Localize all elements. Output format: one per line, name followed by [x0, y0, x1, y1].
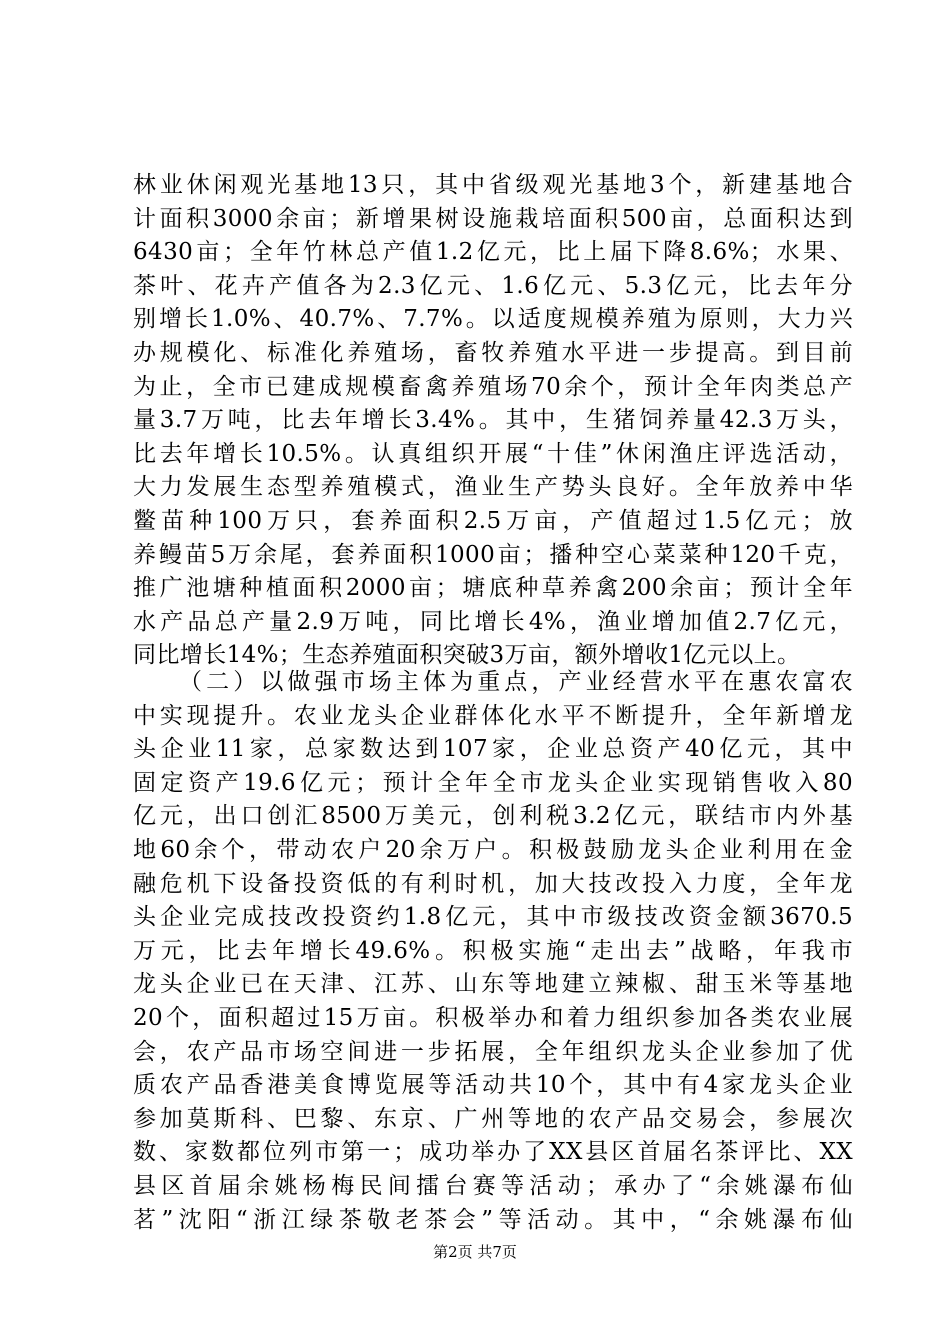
text-line: 县区首届余姚杨梅民间擂台赛等活动；承办了“余姚瀑布仙 — [133, 1172, 853, 1199]
text-line: 同比增长14%；生态养殖面积突破3万亩，额外增收1亿元以上。 — [133, 642, 801, 669]
text-line: 大力发展生态型养殖模式，渔业生产势头良好。全年放养中华 — [133, 474, 853, 501]
text-line: 万元，比去年增长49.6%。积极实施“走出去”战略，年我市 — [133, 937, 853, 964]
text-line: （二）以做强市场主体为重点，产业经营水平在惠农富农 — [179, 669, 853, 695]
text-line: 办规模化、标准化养殖场，畜牧养殖水平进一步提高。到目前 — [133, 339, 853, 366]
text-line: 地60余个，带动农户20余万户。积极鼓励龙头企业利用在金 — [133, 836, 853, 863]
text-line: 为止，全市已建成规模畜禽养殖场70余个，预计全年肉类总产 — [133, 373, 853, 400]
text-line: 质农产品香港美食博览展等活动共10个，其中有4家龙头企业 — [133, 1072, 853, 1099]
text-line: 计面积3000余亩；新增果树设施栽培面积500亩，总面积达到 — [133, 205, 853, 232]
text-line: 龙头企业已在天津、江苏、山东等地建立辣椒、甜玉米等基地 — [133, 971, 853, 998]
text-line: 养鳗苗5万余尾，套养面积1000亩；播种空心菜菜种120千克， — [133, 541, 853, 568]
text-line: 鳖苗种100万只，套养面积2.5万亩，产值超过1.5亿元；放 — [133, 507, 853, 534]
text-line: 中实现提升。农业龙头企业群体化水平不断提升，全年新增龙 — [133, 702, 853, 729]
text-line: 参加莫斯科、巴黎、东京、广州等地的农产品交易会，参展次 — [133, 1105, 853, 1132]
text-line: 亿元，出口创汇8500万美元，创利税3.2亿元，联结市内外基 — [133, 803, 853, 830]
text-line: 6430亩；全年竹林总产值1.2亿元，比上届下降8.6%；水果、 — [133, 239, 853, 266]
text-line: 数、家数都位列市第一；成功举办了XX县区首届名茶评比、XX — [133, 1139, 853, 1166]
text-line: 推广池塘种植面积2000亩；塘底种草养禽200余亩；预计全年 — [133, 575, 853, 602]
text-line: 茗”沈阳“浙江绿茶敬老茶会”等活动。其中，“余姚瀑布仙 — [133, 1206, 853, 1233]
text-line: 头企业完成技改投资约1.8亿元，其中市级技改资金额3670.5 — [133, 904, 853, 931]
text-line: 林业休闲观光基地13只，其中省级观光基地3个，新建基地合 — [133, 172, 853, 198]
text-line: 会，农产品市场空间进一步拓展，全年组织龙头企业参加了优 — [133, 1038, 853, 1065]
text-line: 比去年增长10.5%。认真组织开展“十佳”休闲渔庄评选活动， — [133, 440, 853, 467]
text-line: 茶叶、花卉产值各为2.3亿元、1.6亿元、5.3亿元，比去年分 — [133, 272, 853, 299]
text-line: 水产品总产量2.9万吨，同比增长4%，渔业增加值2.7亿元， — [133, 608, 853, 635]
page-footer: 第2页 共7页 — [433, 1243, 517, 1261]
text-line: 固定资产19.6亿元；预计全年全市龙头企业实现销售收入80 — [133, 769, 853, 796]
text-line: 融危机下设备投资低的有利时机，加大技改投入力度，全年龙 — [133, 870, 853, 897]
paragraph-market-entities — [133, 666, 853, 1237]
text-line: 量3.7万吨，比去年增长3.4%。其中，生猪饲养量42.3万头， — [133, 407, 853, 434]
text-line: 头企业11家，总家数达到107家，企业总资产40亿元，其中 — [133, 736, 853, 763]
text-line: 20个，面积超过15万亩。积极举办和着力组织参加各类农业展 — [133, 1004, 853, 1031]
text-line: 别增长1.0%、40.7%、7.7%。以适度规模养殖为原则，大力兴 — [133, 306, 853, 333]
paragraph-agriculture-output — [133, 169, 853, 673]
